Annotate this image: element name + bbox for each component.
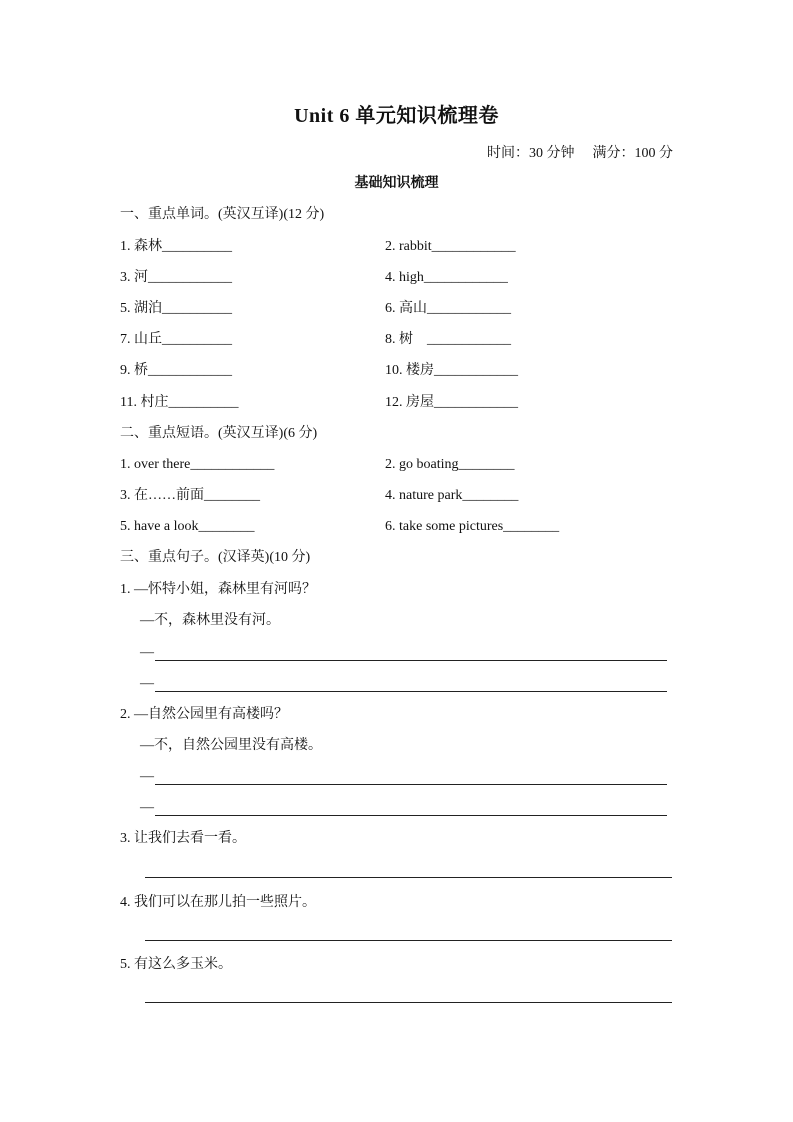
sentence-q4: 4. 我们可以在那儿拍一些照片。 <box>120 895 316 910</box>
sentence-q2-prompt: 2. —自然公园里有高楼吗？ <box>120 707 288 722</box>
phrase-item-6: 6. take some pictures________ <box>385 519 560 534</box>
phrase-item-1: 1. over there____________ <box>120 457 275 472</box>
answer-line[interactable] <box>155 815 667 816</box>
sentence-q3: 3. 让我们去看一看。 <box>120 831 246 846</box>
vocab-item-10: 10. 楼房____________ <box>385 363 518 378</box>
vocab-item-2: 2. rabbit____________ <box>385 239 516 254</box>
time-limit: 时间：30 分钟 <box>487 146 575 161</box>
sentence-q2-reply: —不，自然公园里没有高楼。 <box>140 738 322 753</box>
section3-heading: 三、重点句子。(汉译英)(10 分) <box>120 550 311 565</box>
vocab-item-11: 11. 村庄__________ <box>120 395 239 410</box>
section-subtitle: 基础知识梳理 <box>354 176 439 191</box>
sentence-q1-reply: —不，森林里没有河。 <box>140 613 280 628</box>
vocab-item-9: 9. 桥____________ <box>120 363 232 378</box>
vocab-item-12: 12. 房屋____________ <box>385 395 518 410</box>
vocab-item-5: 5. 湖泊__________ <box>120 301 232 316</box>
phrase-item-3: 3. 在……前面________ <box>120 488 260 503</box>
vocab-item-7: 7. 山丘__________ <box>120 332 232 347</box>
phrase-item-5: 5. have a look________ <box>120 519 255 534</box>
answer-dash: — <box>140 800 154 815</box>
sentence-q1-prompt: 1. —怀特小姐，森林里有河吗？ <box>120 582 316 597</box>
page-title: Unit 6 单元知识梳理卷 <box>294 105 499 127</box>
vocab-item-4: 4. high____________ <box>385 270 508 285</box>
vocab-item-1: 1. 森林__________ <box>120 239 232 254</box>
exam-meta <box>487 147 673 161</box>
answer-line[interactable] <box>145 877 672 878</box>
vocab-item-8: 8. 树 ____________ <box>385 332 511 347</box>
vocab-item-6: 6. 高山____________ <box>385 301 511 316</box>
sentence-q5: 5. 有这么多玉米。 <box>120 957 232 972</box>
answer-line[interactable] <box>155 691 667 692</box>
answer-dash: — <box>140 769 154 784</box>
answer-line[interactable] <box>155 784 667 785</box>
phrase-item-4: 4. nature park________ <box>385 488 519 503</box>
phrase-item-2: 2. go boating________ <box>385 457 515 472</box>
answer-line[interactable] <box>145 1002 672 1003</box>
vocab-item-3: 3. 河____________ <box>120 270 232 285</box>
section2-heading: 二、重点短语。(英汉互译)(6 分) <box>120 426 318 441</box>
full-score: 满分：100 分 <box>592 146 673 161</box>
section1-heading: 一、重点单词。(英汉互译)(12 分) <box>120 207 325 222</box>
answer-line[interactable] <box>145 940 672 941</box>
answer-line[interactable] <box>155 660 667 661</box>
answer-dash: — <box>140 676 154 691</box>
answer-dash: — <box>140 645 154 660</box>
